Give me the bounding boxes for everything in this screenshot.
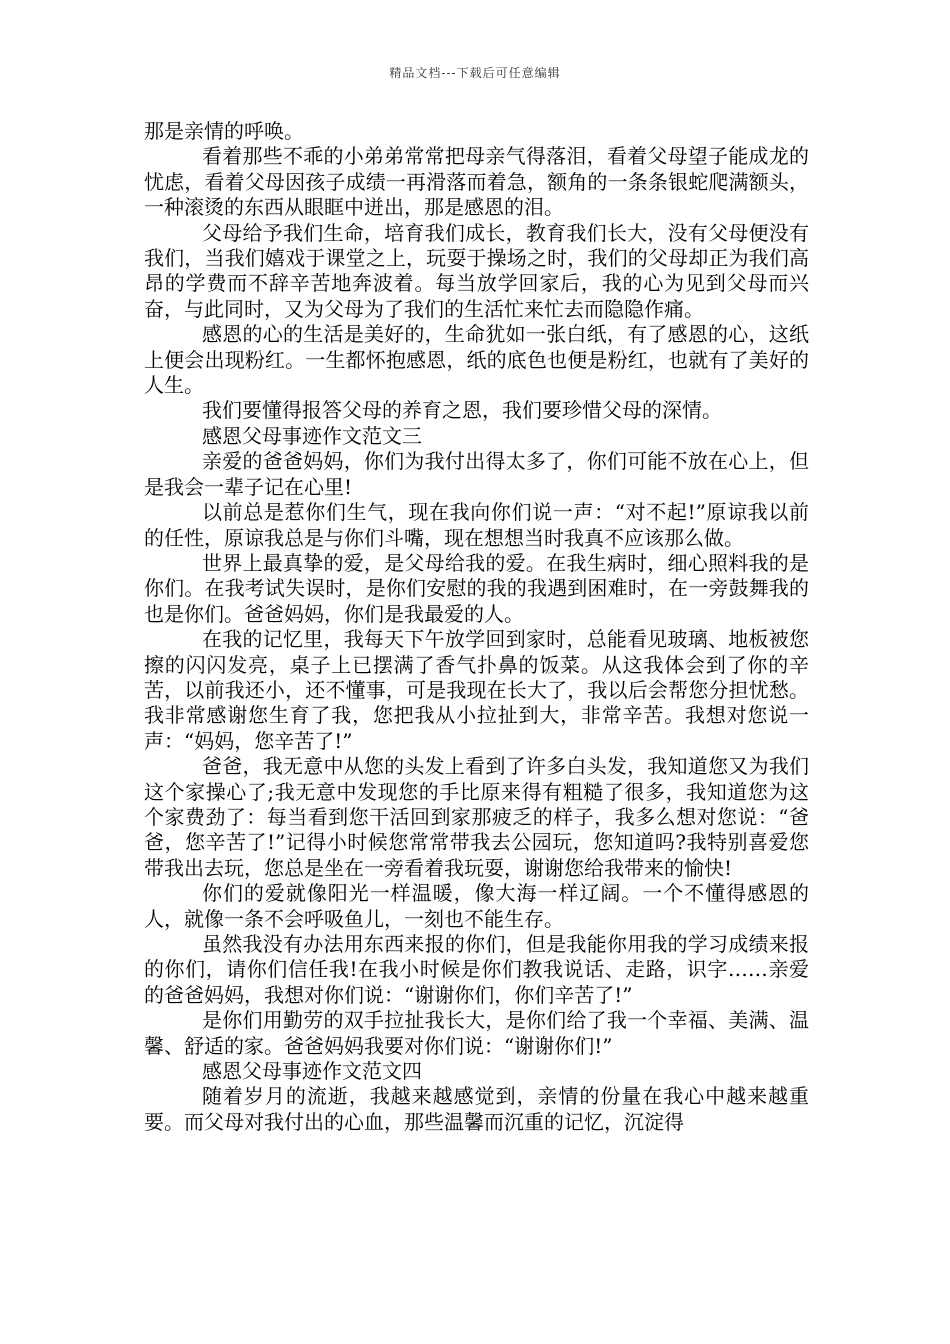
paragraph: 我们要懂得报答父母的养育之恩，我们要珍惜父母的深情。 — [202, 398, 722, 423]
section-heading: 感恩父母事迹作文范文三 — [202, 423, 422, 448]
paragraph: 世界上最真挚的爱，是父母给我的爱。在我生病时，细心照料我的是你们。在我考试失误时，是你们安慰的我的我遇到困难时，在一旁鼓舞我的也是你们。爸爸妈妈，你们是我最爱的人。 — [144, 550, 809, 626]
paragraph: 在我的记忆里，我每天下午放学回到家时，总能看见玻璃、地板被您擦的闪闪发亮，桌子上已摆满了香气扑鼻的饭菜。从这我体会到了你的辛苦，以前我还小，还不懂事，可是我现在长大了，我以后会帮您分担忧愁。我非常感谢您生育了我，您把我从小拉扯到大，非常辛苦。我想对您说一声：“妈妈，您辛苦了!” — [144, 627, 809, 753]
paragraph: 是你们用勤劳的双手拉扯我长大，是你们给了我一个幸福、美满、温馨、舒适的家。爸爸妈妈我要对你们说：“谢谢你们!” — [144, 1008, 809, 1058]
paragraph: 你们的爱就像阳光一样温暖，像大海一样辽阔。一个不懂得感恩的人，就像一条不会呼吸鱼儿，一刻也不能生存。 — [144, 881, 809, 931]
paragraph: 看着那些不乖的小弟弟常常把母亲气得落泪，看着父母望子能成龙的忧虑，看着父母因孩子成绩一再滑落而着急，额角的一条条银蛇爬满额头，一种滚烫的东西从眼眶中迸出，那是感恩的泪。 — [144, 144, 809, 220]
paragraph: 以前总是惹你们生气，现在我向你们说一声：“对不起!”原谅我以前的任性，原谅我总是与你们斗嘴，现在想想当时我真不应该那么做。 — [144, 500, 809, 550]
paragraph: 父母给予我们生命，培育我们成长，教育我们长大，没有父母便没有我们，当我们嬉戏于课堂之上，玩耍于操场之时，我们的父母却正为我们高昂的学费而不辞辛苦地奔波着。每当放学回家后，我的心为见到父母而兴奋，与此同时，又为父母为了我们的生活忙来忙去而隐隐作痛。 — [144, 220, 809, 321]
paragraph: 亲爱的爸爸妈妈，你们为我付出得太多了，你们可能不放在心上，但是我会一辈子记在心里! — [144, 449, 809, 499]
paragraph: 爸爸，我无意中从您的头发上看到了许多白头发，我知道您又为我们这个家操心了;我无意中发现您的手比原来得有粗糙了很多，我知道您为这个家费劲了：每当看到您干活回到家那疲乏的样子，我多么想对您说：“爸爸，您辛苦了!”记得小时候您常常带我去公园玩，您知道吗?我特别喜爱您带我出去玩，您总是坐在一旁看着我玩耍，谢谢您给我带来的愉快! — [144, 754, 809, 880]
document-body — [144, 119, 809, 1135]
section-heading: 感恩父母事迹作文范文四 — [202, 1059, 422, 1084]
paragraph: 随着岁月的流逝，我越来越感觉到，亲情的份量在我心中越来越重要。而父母对我付出的心血，那些温馨而沉重的记忆，沉淀得 — [144, 1084, 809, 1134]
page-header: 精品文档---下载后可任意编辑 — [389, 66, 561, 80]
paragraph: 感恩的心的生活是美好的，生命犹如一张白纸，有了感恩的心，这纸上便会出现粉红。一生都怀抱感恩，纸的底色也便是粉红，也就有了美好的人生。 — [144, 322, 809, 398]
paragraph: 虽然我没有办法用东西来报的你们，但是我能你用我的学习成绩来报的你们，请你们信任我!在我小时候是你们教我说话、走路，识字……亲爱的爸爸妈妈，我想对你们说：“谢谢你们，你们辛苦了!” — [144, 932, 809, 1007]
paragraph: 那是亲情的呼唤。 — [144, 119, 304, 143]
